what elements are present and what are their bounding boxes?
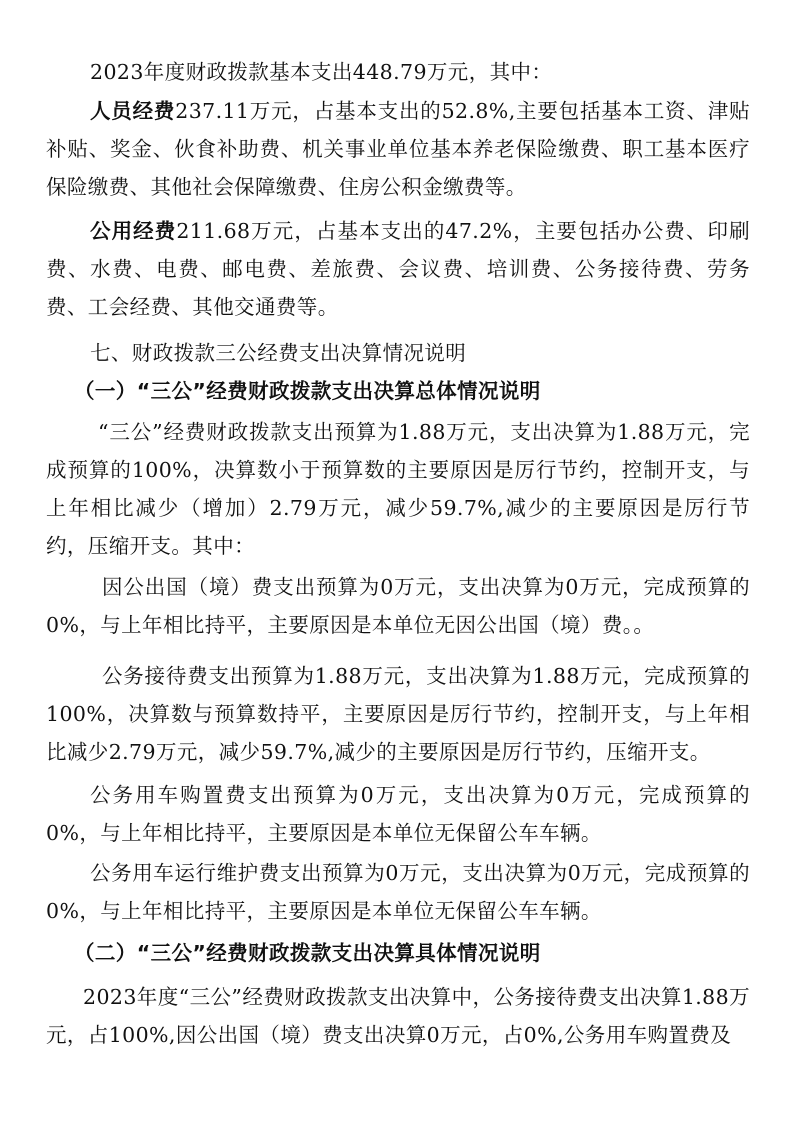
vehicle-purchase-paragraph: 公务用车购置费支出预算为0万元，支出决算为0万元，完成预算的0%，与上年相比持平，主要原因是本单位无保留公车车辆。 xyxy=(46,783,750,845)
personnel-expenses-label: 人员经费 xyxy=(90,99,176,123)
subsection-2-title: （二）“三公”经费财政拨款支出决算具体情况说明 xyxy=(74,941,541,965)
subsection-1-title: （一）“三公”经费财政拨款支出决算总体情况说明 xyxy=(74,379,541,403)
personnel-expenses-text: 237.11万元，占基本支出的52.8%,主要包括基本工资、津贴补贴、奖金、伙食补助费、机关事业单位基本养老保险缴费、职工基本医疗保险缴费、其他社会保障缴费、住房公积金缴费等。 xyxy=(46,99,751,199)
public-funds-paragraph xyxy=(46,212,750,326)
basic-expenditure-intro: 2023年度财政拨款基本支出448.79万元，其中： xyxy=(90,60,553,84)
section-7-title: 七、财政拨款三公经费支出决算情况说明 xyxy=(90,341,467,365)
public-funds-text: 211.68万元，占基本支出的47.2%，主要包括办公费、印刷费、水费、电费、邮电费、差旅费、会议费、培训费、公务接待费、劳务费、工会经费、其他交通费等。 xyxy=(46,219,750,319)
vehicle-operation-paragraph: 公务用车运行维护费支出预算为0万元，支出决算为0万元，完成预算的0%，与上年相比持平，主要原因是本单位无保留公车车辆。 xyxy=(46,861,750,923)
reception-expenses-paragraph: 公务接待费支出预算为1.88万元，支出决算为1.88万元，完成预算的100%，决算数与预算数持平，主要原因是厉行节约，控制开支，与上年相比减少2.79万元，减少59.7%,减少的主要原因是厉行节约，压缩开支。 xyxy=(46,664,750,764)
overall-three-public-paragraph: “三公”经费财政拨款支出预算为1.88万元，支出决算为1.88万元，完成预算的100%，决算数小于预算数的主要原因是厉行节约，控制开支，与上年相比减少（增加）2.79万元，减少59.7%,减少的主要原因是厉行节约，压缩开支。其中： xyxy=(46,420,750,558)
abroad-expenses-paragraph: 因公出国（境）费支出预算为0万元，支出决算为0万元，完成预算的0%，与上年相比持平，主要原因是本单位无因公出国（境）费。。 xyxy=(46,575,750,637)
detail-three-public-paragraph: 2023年度“三公”经费财政拨款支出决算中，公务接待费支出决算1.88万元，占100%,因公出国（境）费支出决算0万元，占0%,公务用车购置费及 xyxy=(46,985,750,1047)
personnel-expenses-paragraph xyxy=(46,92,750,206)
public-funds-label: 公用经费 xyxy=(90,219,177,243)
